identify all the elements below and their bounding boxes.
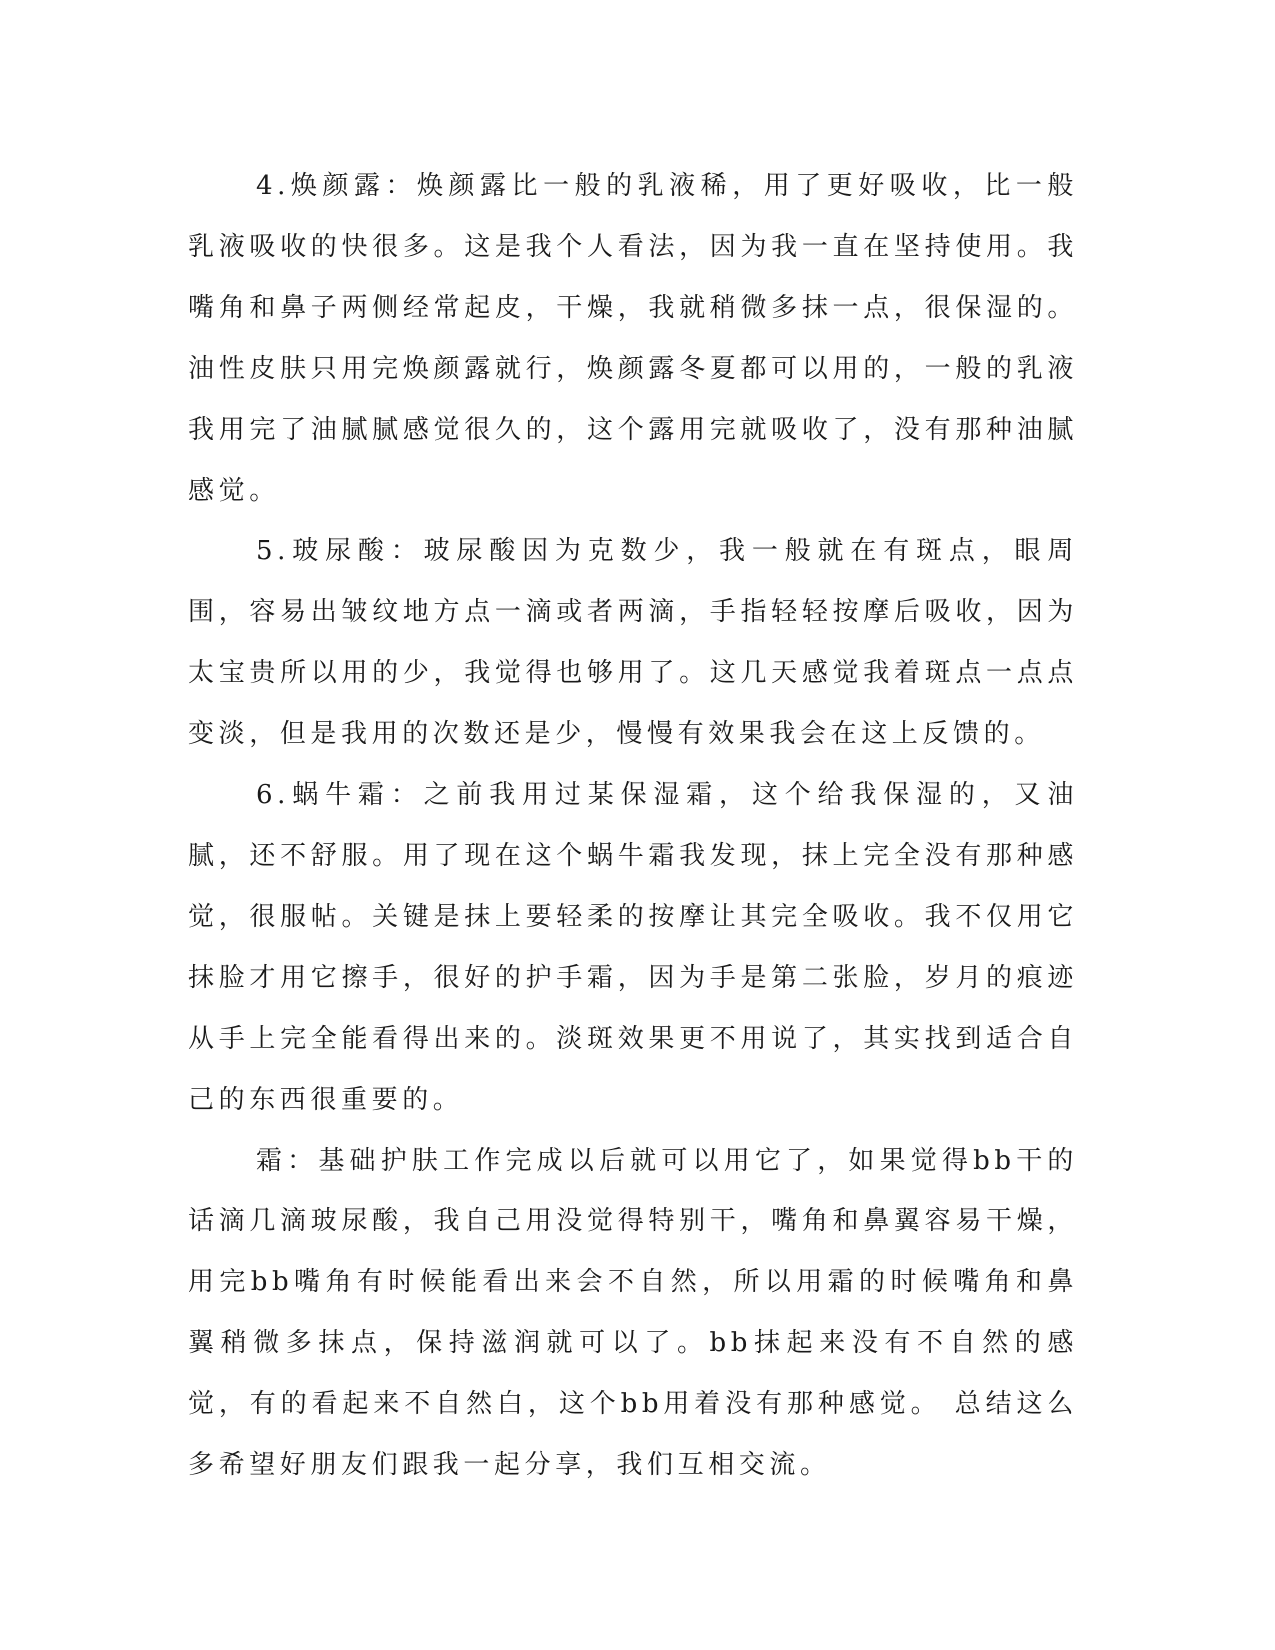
document-body (188, 156, 1078, 1496)
paragraph-huanyanlu: 4.焕颜露：焕颜露比一般的乳液稀，用了更好吸收，比一般乳液吸收的快很多。这是我个人看法，因为我一直在坚持使用。我嘴角和鼻子两侧经常起皮，干燥，我就稍微多抹一点，很保湿的。油性皮肤只用完焕颜露就行，焕颜露冬夏都可以用的，一般的乳液我用完了油腻腻感觉很久的，这个露用完就吸收了，没有那种油腻感觉。 (188, 171, 1078, 506)
paragraph-shuang: 霜：基础护肤工作完成以后就可以用它了，如果觉得bb干的话滴几滴玻尿酸，我自己用没觉得特别干，嘴角和鼻翼容易干燥，用完bb嘴角有时候能看出来会不自然，所以用霜的时候嘴角和鼻翼稍微多抹点，保持滋润就可以了。bb抹起来没有不自然的感觉，有的看起来不自然白，这个bb用着没有那种感觉。 总结这么多希望好朋友们跟我一起分享，我们互相交流。 (188, 1145, 1078, 1481)
paragraph-boniaosuan: 5.玻尿酸：玻尿酸因为克数少，我一般就在有斑点，眼周围，容易出皱纹地方点一滴或者两滴，手指轻轻按摩后吸收，因为太宝贵所以用的少，我觉得也够用了。这几天感觉我着斑点一点点变淡，但是我用的次数还是少，慢慢有效果我会在这上反馈的。 (188, 536, 1078, 750)
paragraph-woniushuang: 6.蜗牛霜：之前我用过某保湿霜，这个给我保湿的，又油腻，还不舒服。用了现在这个蜗牛霜我发现，抹上完全没有那种感觉，很服帖。关键是抹上要轻柔的按摩让其完全吸收。我不仅用它抹脸才用它擦手，很好的护手霜，因为手是第二张脸，岁月的痕迹从手上完全能看得出来的。淡斑效果更不用说了，其实找到适合自己的东西很重要的。 (188, 780, 1078, 1115)
